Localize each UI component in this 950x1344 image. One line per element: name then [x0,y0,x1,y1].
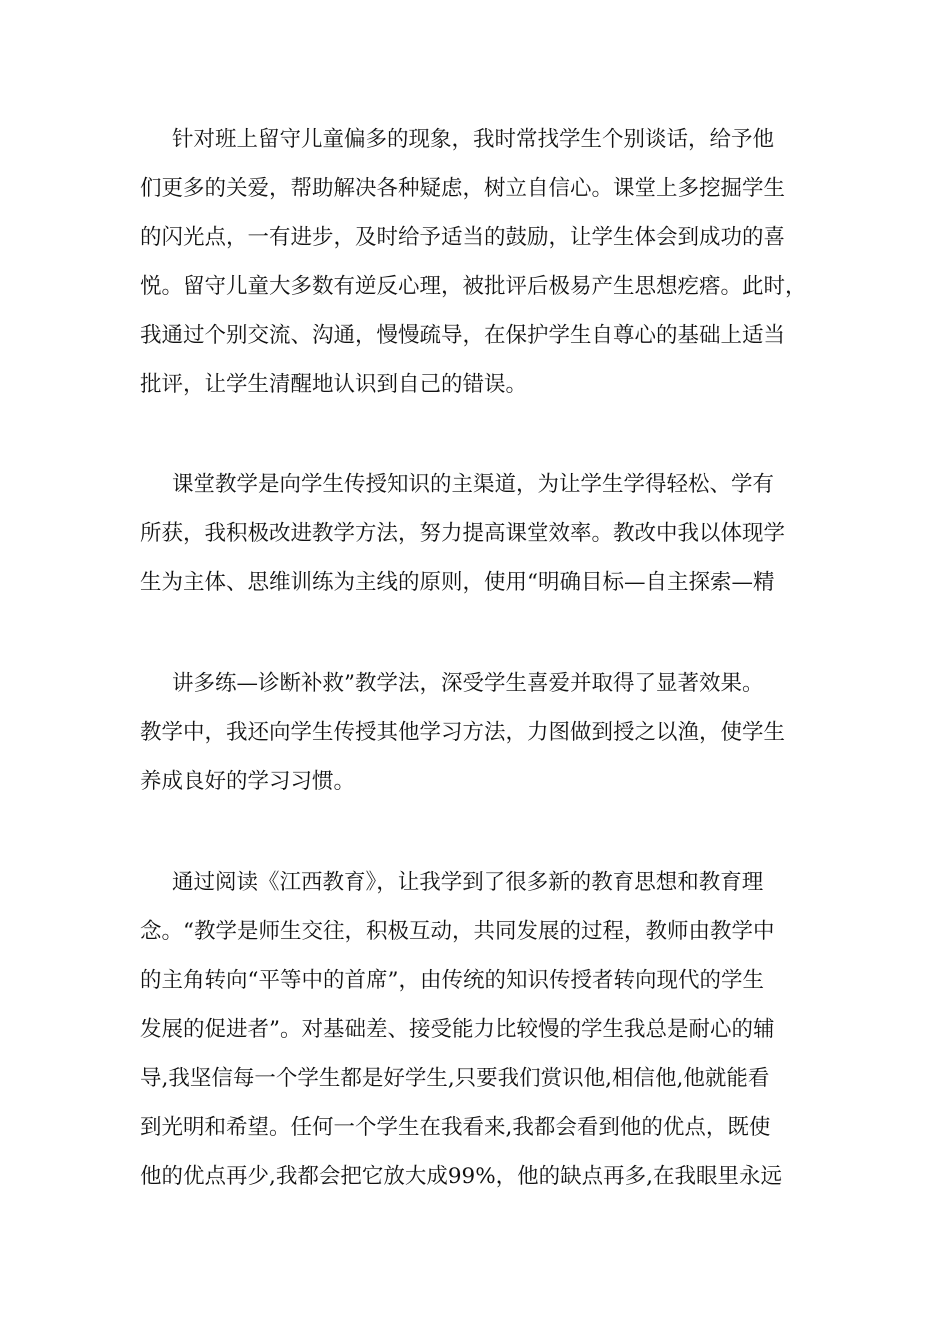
paragraph-4-line-4: 发展的促进者”。对基础差、接受能力比较慢的学生我总是耐心的辅 [140,1017,775,1042]
paragraph-3-line-2: 教学中，我还向学生传授其他学习方法，力图做到授之以渔，使学生 [140,720,786,745]
paragraph-1-line-4: 悦。留守儿童大多数有逆反心理，被批评后极易产生思想疙瘩。此时， [140,274,807,299]
paragraph-1-line-6: 批评，让学生清醒地认识到自己的错误。 [140,372,528,397]
paragraph-4-line-6: 到光明和希望。任何一个学生在我看来,我都会看到他的优点，既使 [140,1115,771,1140]
paragraph-4-line-7: 他的优点再少,我都会把它放大成99%，他的缺点再多,在我眼里永远 [140,1164,782,1189]
paragraph-3-line-3: 养成良好的学习习惯。 [140,769,356,794]
paragraph-3-line-1: 讲多练—诊断补救”教学法，深受学生喜爱并取得了显著效果。 [172,671,764,696]
paragraph-1-line-5: 我通过个别交流、沟通，慢慢疏导，在保护学生自尊心的基础上适当 [140,323,786,348]
paragraph-4-line-1: 通过阅读《江西教育》，让我学到了很多新的教育思想和教育理 [172,870,764,895]
paragraph-4-line-5: 导,我坚信每一个学生都是好学生,只要我们赏识他,相信他,他就能看 [140,1066,770,1091]
paragraph-2-line-1: 课堂教学是向学生传授知识的主渠道，为让学生学得轻松、学有 [172,472,775,497]
paragraph-1-line-2: 们更多的关爱，帮助解决各种疑虑，树立自信心。课堂上多挖掘学生 [140,176,786,201]
paragraph-4-line-3: 的主角转向“平等中的首席”，由传统的知识传授者转向现代的学生 [140,968,764,993]
paragraph-2-line-3: 生为主体、思维训练为主线的原则，使用“明确目标—自主探索—精 [140,570,775,595]
paragraph-1-line-1: 针对班上留守儿童偏多的现象，我时常找学生个别谈话，给予他 [172,127,775,152]
paragraph-1-line-3: 的闪光点，一有进步，及时给予适当的鼓励，让学生体会到成功的喜 [140,225,786,250]
paragraph-4-line-2: 念。“教学是师生交往，积极互动，共同发展的过程，教师由教学中 [140,919,775,944]
paragraph-2-line-2: 所获，我积极改进教学方法，努力提高课堂效率。教改中我以体现学 [140,521,786,546]
